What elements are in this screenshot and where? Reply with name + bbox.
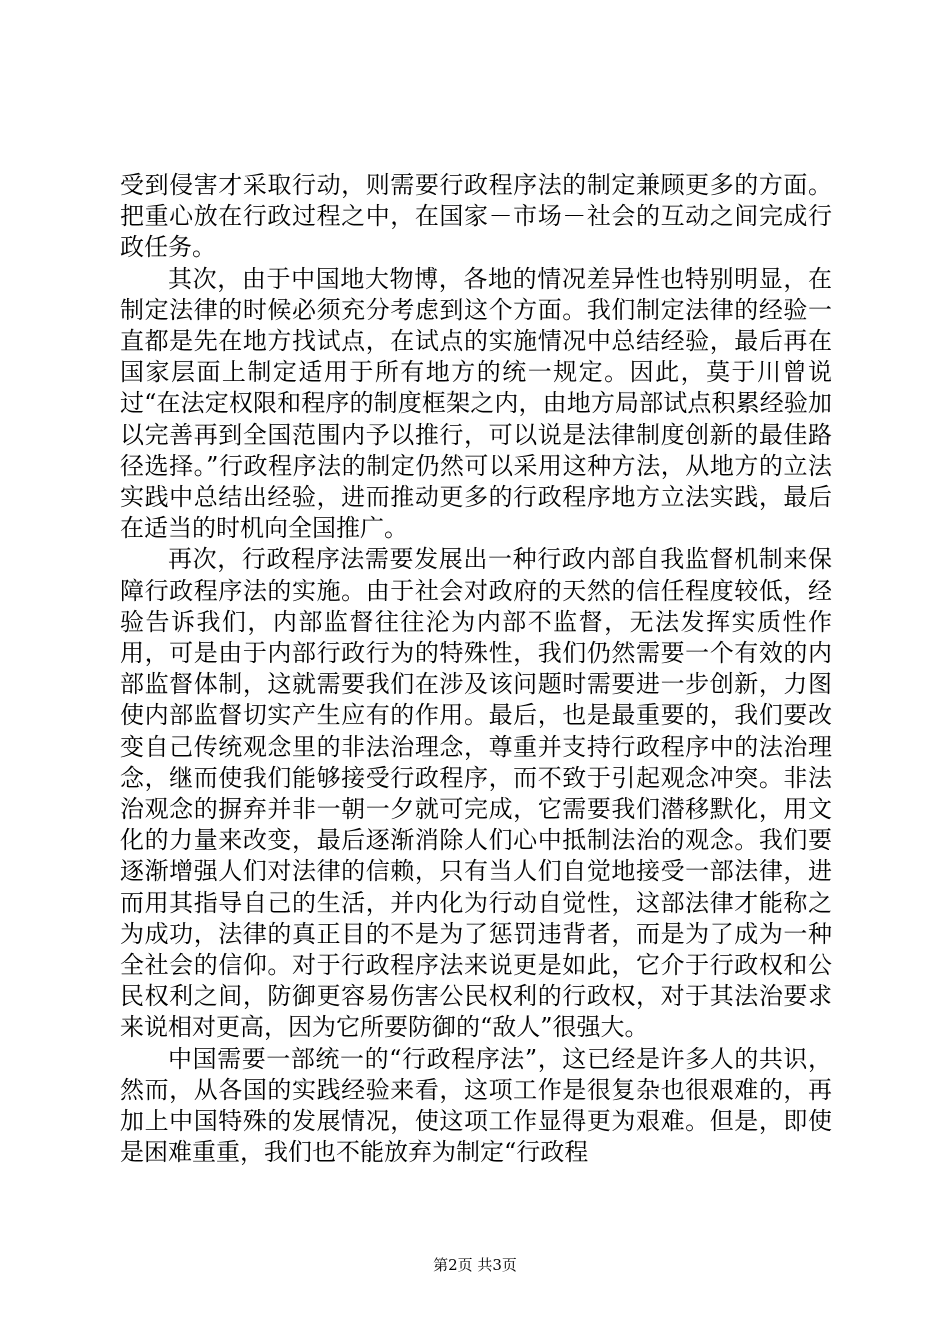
paragraph-conclusion: 中国需要一部统一的“行政程序法”，这已经是许多人的共识，然而，从各国的实践经验来看，这项工作是很复杂也很艰难的，再加上中国特殊的发展情况，使这项工作显得更为艰难。但是，即使是困难重重，我们也不能放弃为制定“行政程 [120,1044,832,1167]
paragraph-second-point: 其次，由于中国地大物博，各地的情况差异性也特别明显，在制定法律的时候必须充分考虑到这个方面。我们制定法律的经验一直都是先在地方找试点，在试点的实施情况中总结经验，最后再在国家层面上制定适用于所有地方的统一规定。因此，莫于川曾说过“在法定权限和程序的制度框架之内，由地方局部试点积累经验加以完善再到全国范围内予以推行，可以说是法律制度创新的最佳路径选择。”行政程序法的制定仍然可以采用这种方法，从地方的立法实践中总结出经验，进而推动更多的行政程序地方立法实践，最后在适当的时机向全国推广。 [120,264,832,543]
document-body [120,170,832,1169]
paragraph-third-point: 再次，行政程序法需要发展出一种行政内部自我监督机制来保障行政程序法的实施。由于社会对政府的天然的信任程度较低，经验告诉我们，内部监督往往沦为内部不监督，无法发挥实质性作用，可是由于内部行政行为的特殊性，我们仍然需要一个有效的内部监督体制，这就需要我们在涉及该问题时需要进一步创新，力图使内部监督切实产生应有的作用。最后，也是最重要的，我们要改变自己传统观念里的非法治理念，尊重并支持行政程序中的法治理念，继而使我们能够接受行政程序，而不致于引起观念冲突。非法治观念的摒弃并非一朝一夕就可完成，它需要我们潜移默化，用文化的力量来改变，最后逐渐消除人们心中抵制法治的观念。我们要逐渐增强人们对法律的信赖，只有当人们自觉地接受一部法律，进而用其指导自己的生活，并内化为行动自觉性，这部法律才能称之为成功，法律的真正目的不是为了惩罚违背者，而是为了成为一种全社会的信仰。对于行政程序法来说更是如此，它介于行政权和公民权利之间，防御更容易伤害公民权利的行政权，对于其法治要求来说相对更高，因为它所要防御的“敌人”很强大。 [120,545,832,1042]
paragraph-continuation: 受到侵害才采取行动，则需要行政程序法的制定兼顾更多的方面。把重心放在行政过程之中，在国家－市场－社会的互动之间完成行政任务。 [120,171,832,262]
page-number-footer: 第2页 共3页 [433,1256,517,1274]
